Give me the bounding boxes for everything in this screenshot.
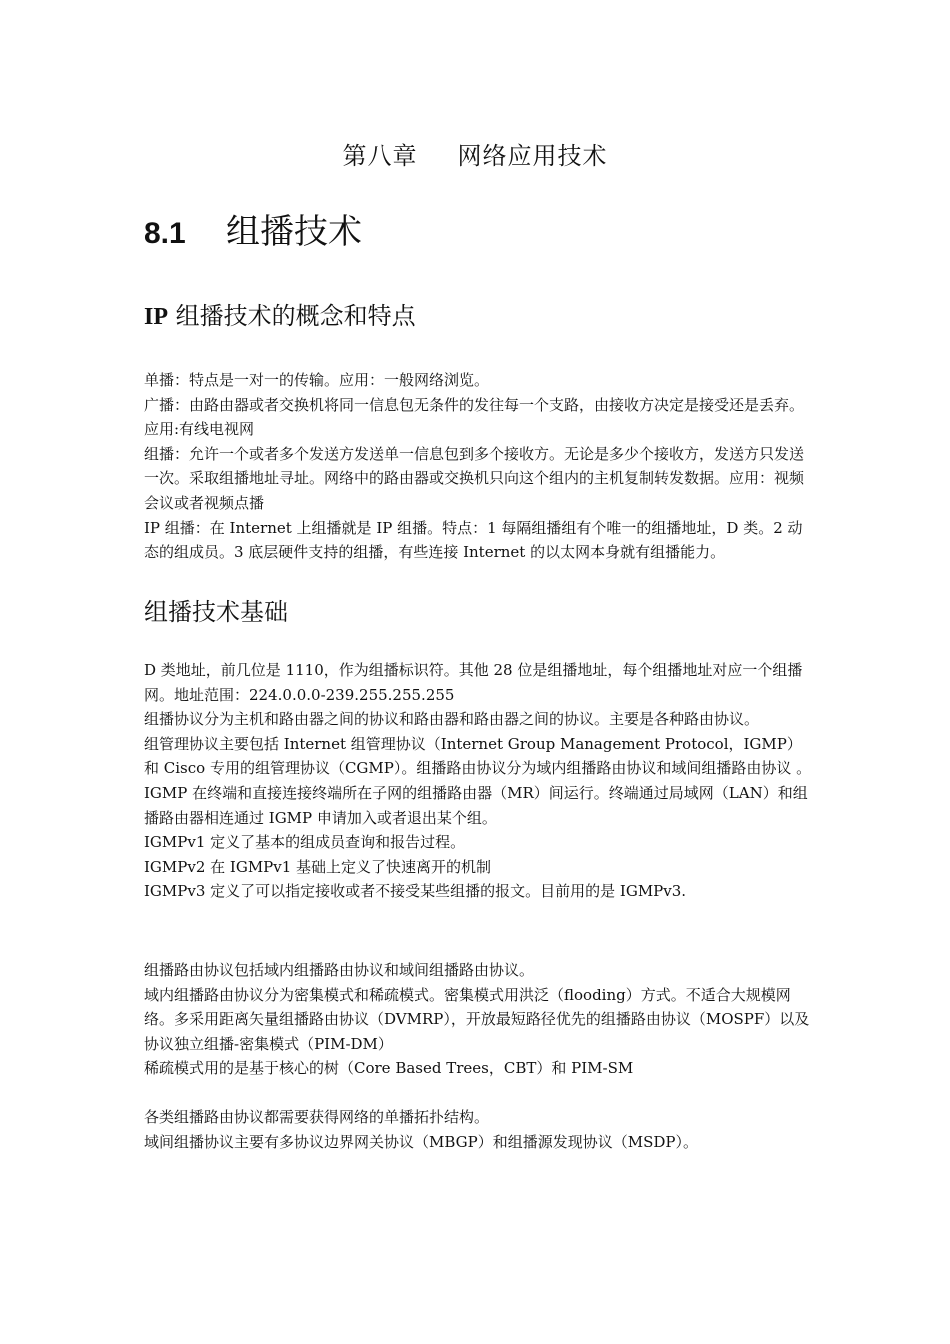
paragraph-igmp: IGMP 在终端和直接连接终端所在子网的组播路由器（MR）间运行。终端通过局域网（LAN）和组播路由器相连通过 IGMP 申请加入或者退出某个组。: [144, 783, 808, 827]
section-title: 组播技术: [226, 212, 362, 252]
subsection-heading-concepts: [144, 296, 416, 331]
chapter-name: 网络应用技术: [457, 142, 608, 170]
subsection-heading-text: 组播技术的概念和特点: [168, 302, 416, 330]
paragraph-unicast-topology: 各类组播路由协议都需要获得网络的单播拓扑结构。: [144, 1108, 490, 1126]
paragraph-routing-overview: 组播路由协议包括域内组播路由协议和域间组播路由协议。: [144, 961, 535, 979]
paragraph-igmpv1: IGMPv1 定义了基本的组成员查询和报告过程。: [144, 833, 466, 852]
interdomain-body: [144, 1105, 812, 1154]
paragraph-igmpv2: IGMPv2 在 IGMPv1 基础上定义了快速离开的机制: [144, 857, 492, 876]
paragraph-ip-multicast: IP 组播：在 Internet 上组播就是 IP 组播。特点：1 每隔组播组有个唯一的组播地址，D 类。2 动态的组成员。3 底层硬件支持的组播，有些连接 Internet 的以太网本身就有组播能力。: [144, 518, 803, 562]
chapter-title: [0, 136, 950, 171]
concepts-body: [144, 368, 812, 565]
paragraph-broadcast: 广播：由路由器或者交换机将同一信息包无条件的发往每一个支路，由接收方决定是接受还是丢弃。应用:有线电视网: [144, 395, 805, 439]
paragraph-igmpv3: IGMPv3 定义了可以指定接收或者不接受某些组播的报文。目前用的是 IGMPv3.: [144, 882, 687, 901]
paragraph-protocol-types: 组播协议分为主机和路由器之间的协议和路由器和路由器之间的协议。主要是各种路由协议。: [144, 710, 760, 729]
chapter-number: 第八章: [342, 142, 418, 170]
paragraph-sparse-mode: 稀疏模式用的是基于核心的树（Core Based Trees，CBT）和 PIM-SM: [144, 1059, 634, 1078]
basics-body: [144, 658, 812, 904]
paragraph-multicast: 组播：允许一个或者多个发送方发送单一信息包到多个接收方。无论是多少个接收方，发送方只发送一次。采取组播地址寻址。网络中的路由器或交换机只向这个组内的主机复制转发数据。应用：视频会议或者视频点播: [144, 444, 805, 512]
subsection-heading-prefix: IP: [144, 304, 168, 330]
routing-body: [144, 958, 812, 1081]
section-heading: [144, 204, 362, 253]
paragraph-unicast: 单播：特点是一对一的传输。应用：一般网络浏览。: [144, 371, 490, 389]
subsection-heading-basics: 组播技术基础: [144, 598, 288, 626]
paragraph-interdomain: 域间组播协议主要有多协议边界网关协议（MBGP）和组播源发现协议（MSDP）。: [144, 1132, 698, 1151]
section-number: 8.1: [144, 217, 186, 250]
paragraph-group-management: 组管理协议主要包括 Internet 组管理协议（Internet Group Management Protocol，IGMP）和 Cisco 专用的组管理协议（CGMP）。组播路由协议分为域内组播路由协议和域间组播路由协议 。: [144, 734, 812, 778]
paragraph-class-d: D 类地址，前几位是 1110，作为组播标识符。其他 28 位是组播地址，每个组播地址对应一个组播网。地址范围：224.0.0.0-239.255.255.255: [144, 661, 803, 704]
paragraph-dense-mode: 域内组播路由协议分为密集模式和稀疏模式。密集模式用洪泛（flooding）方式。不适合大规模网络。多采用距离矢量组播路由协议（DVMRP），开放最短路径优先的组播路由协议（MOSPF）以及协议独立组播-密集模式（PIM-DM）: [144, 985, 810, 1053]
